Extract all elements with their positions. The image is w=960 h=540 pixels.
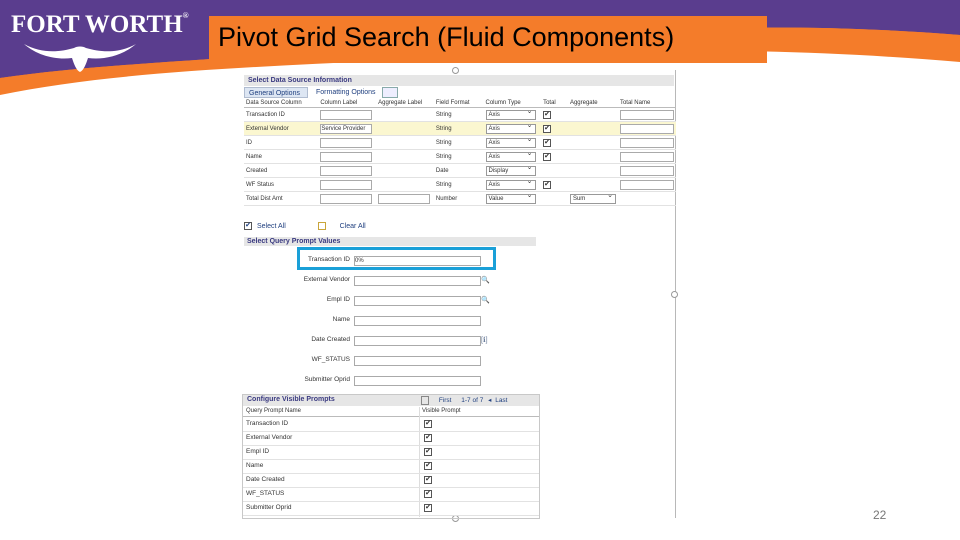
total-name-cell bbox=[618, 192, 676, 206]
column-type-cell bbox=[484, 150, 542, 164]
cvp-first-link[interactable]: First bbox=[438, 397, 452, 405]
total-cell bbox=[541, 150, 568, 164]
cvp-title: Configure Visible Prompts bbox=[247, 396, 335, 403]
total-cell bbox=[541, 108, 568, 122]
visible-prompt-checkbox[interactable]: ✔ bbox=[425, 448, 431, 455]
col-aggregate-label: Aggregate Label bbox=[376, 99, 434, 108]
table-row bbox=[244, 178, 676, 192]
visible-prompt-checkbox[interactable]: ✔ bbox=[425, 490, 431, 497]
table-row bbox=[243, 417, 539, 432]
column-type-select[interactable]: Axis ⌄ bbox=[486, 124, 536, 134]
total-name-cell bbox=[618, 164, 676, 178]
visible-prompt-checkbox[interactable]: ✔ bbox=[425, 462, 431, 469]
col-data-source: Data Source Column bbox=[244, 99, 318, 108]
tab-general-options[interactable]: General Options bbox=[244, 87, 308, 98]
prompt-input[interactable] bbox=[354, 336, 481, 346]
col-column-type: Column Type bbox=[484, 99, 542, 108]
column-label-cell bbox=[318, 108, 376, 122]
table-row bbox=[243, 487, 539, 502]
total-name-cell bbox=[618, 108, 676, 122]
prompt-label: Submitter Oprid bbox=[304, 376, 350, 383]
data-source-header: Select Data Source Information bbox=[244, 75, 674, 86]
prompt-input[interactable] bbox=[354, 276, 481, 286]
visible-prompt-checkbox[interactable]: ✔ bbox=[425, 434, 431, 441]
prompt-input[interactable]: 0% bbox=[354, 256, 481, 266]
table-row bbox=[243, 445, 539, 460]
aggregate-label-cell bbox=[376, 164, 434, 178]
prompt-row bbox=[240, 316, 540, 328]
data-source-table bbox=[244, 99, 676, 206]
total-cell bbox=[541, 136, 568, 150]
prompt-name: External Vendor bbox=[246, 434, 293, 441]
total-name-input[interactable] bbox=[620, 166, 674, 176]
data-source-column: Name bbox=[244, 150, 318, 164]
total-name-input[interactable] bbox=[620, 138, 674, 148]
column-type-cell bbox=[484, 192, 542, 206]
column-label-input[interactable] bbox=[320, 110, 372, 120]
data-source-column: Transaction ID bbox=[244, 108, 318, 122]
select-clear-row bbox=[244, 222, 366, 230]
prompt-input[interactable] bbox=[354, 376, 481, 386]
visible-prompt-checkbox[interactable]: ✔ bbox=[425, 476, 431, 483]
column-label-cell bbox=[318, 122, 376, 136]
prompt-name: WF_STATUS bbox=[246, 490, 285, 497]
cvp-nav bbox=[421, 396, 508, 405]
field-format-cell: String bbox=[434, 108, 484, 122]
visible-prompt-checkbox[interactable]: ✔ bbox=[425, 504, 431, 511]
total-name-input[interactable] bbox=[620, 110, 674, 120]
cvp-columns bbox=[243, 407, 539, 417]
total-cell bbox=[541, 178, 568, 192]
cvp-next-icon[interactable]: ◂ bbox=[488, 397, 492, 405]
aggregate-cell bbox=[568, 150, 618, 164]
logo-text: FORT WORTH bbox=[11, 11, 183, 38]
total-name-cell bbox=[618, 178, 676, 192]
resize-handle-top[interactable] bbox=[452, 67, 459, 74]
prompt-name: Date Created bbox=[246, 476, 285, 483]
aggregate-cell bbox=[568, 122, 618, 136]
total-checkbox[interactable]: ✔ bbox=[544, 124, 551, 132]
aggregate-label-cell bbox=[376, 122, 434, 136]
total-checkbox[interactable]: ✔ bbox=[544, 110, 551, 118]
column-label-input[interactable] bbox=[320, 166, 372, 176]
prompt-label: Date Created bbox=[311, 336, 350, 343]
data-source-column: External Vendor bbox=[244, 122, 318, 136]
prompt-name: Submitter Oprid bbox=[246, 504, 292, 511]
column-type-cell bbox=[484, 122, 542, 136]
table-row bbox=[243, 459, 539, 474]
total-cell bbox=[541, 192, 568, 206]
cvp-last-link[interactable]: Last bbox=[495, 397, 508, 405]
field-format-cell: Number bbox=[434, 192, 484, 206]
column-type-select[interactable]: Axis ⌄ bbox=[486, 180, 536, 190]
table-row bbox=[244, 122, 676, 136]
column-type-cell bbox=[484, 136, 542, 150]
prompt-label: Empl ID bbox=[326, 296, 350, 303]
total-name-cell bbox=[618, 136, 676, 150]
total-name-input[interactable] bbox=[620, 180, 674, 190]
aggregate-label-cell bbox=[376, 108, 434, 122]
prompt-input[interactable] bbox=[354, 296, 481, 306]
aggregate-label-input[interactable] bbox=[378, 194, 430, 204]
data-source-column: ID bbox=[244, 136, 318, 150]
resize-handle[interactable] bbox=[671, 291, 678, 298]
column-label-input[interactable] bbox=[320, 152, 372, 162]
aggregate-label-cell bbox=[376, 192, 434, 206]
column-type-select[interactable]: Axis ⌄ bbox=[486, 138, 536, 148]
table-row bbox=[244, 150, 676, 164]
cvp-header bbox=[243, 395, 539, 406]
transaction-id-highlight bbox=[297, 247, 496, 270]
column-label-input[interactable] bbox=[320, 194, 372, 204]
pivot-grid-screenshot bbox=[240, 70, 676, 518]
field-format-cell: String bbox=[434, 122, 484, 136]
total-name-input[interactable] bbox=[620, 124, 674, 134]
column-label-input[interactable] bbox=[320, 180, 372, 190]
column-label-cell bbox=[318, 164, 376, 178]
aggregate-cell bbox=[568, 136, 618, 150]
table-row bbox=[243, 473, 539, 488]
field-format-cell: String bbox=[434, 178, 484, 192]
column-type-select[interactable]: Axis ⌄ bbox=[486, 152, 536, 162]
prompt-row bbox=[240, 296, 540, 308]
prompt-name: Empl ID bbox=[246, 448, 270, 455]
column-label-cell bbox=[318, 178, 376, 192]
prompt-name: Transaction ID bbox=[246, 420, 289, 427]
column-type-cell bbox=[484, 164, 542, 178]
fort-worth-logo bbox=[11, 11, 189, 39]
query-prompt-header: Select Query Prompt Values bbox=[244, 237, 536, 246]
prompt-label: External Vendor bbox=[303, 276, 350, 283]
cvp-range: 1-7 of 7 bbox=[461, 397, 484, 405]
lookup-icon[interactable]: 🔍 bbox=[481, 277, 490, 284]
column-label-input[interactable] bbox=[320, 138, 372, 148]
aggregate-select[interactable]: Sum ⌄ bbox=[570, 194, 616, 204]
longhorn-icon bbox=[22, 38, 138, 74]
total-name-input[interactable] bbox=[620, 152, 674, 162]
table-row bbox=[243, 431, 539, 446]
aggregate-cell bbox=[568, 192, 618, 206]
prompt-label: Transaction ID bbox=[307, 256, 350, 263]
aggregate-label-cell bbox=[376, 150, 434, 164]
data-source-column: Created bbox=[244, 164, 318, 178]
col-column-label: Column Label bbox=[318, 99, 376, 108]
col-total-name: Total Name bbox=[618, 99, 676, 108]
select-all-checkbox[interactable]: ✔ bbox=[245, 222, 251, 229]
logo-mark: ® bbox=[182, 11, 189, 20]
prompt-input[interactable] bbox=[354, 316, 481, 326]
field-format-cell: String bbox=[434, 136, 484, 150]
prompt-label: WF_STATUS bbox=[311, 356, 350, 363]
prompt-input[interactable] bbox=[354, 356, 481, 366]
table-row bbox=[244, 136, 676, 150]
prompt-row bbox=[240, 276, 540, 288]
field-format-cell: String bbox=[434, 150, 484, 164]
configure-visible-prompts bbox=[242, 394, 540, 519]
calendar-icon[interactable]: [ℹ] bbox=[481, 337, 488, 344]
grid-view-icon[interactable] bbox=[382, 87, 398, 98]
cvp-personalize-icon[interactable] bbox=[421, 396, 429, 405]
aggregate-label-cell bbox=[376, 178, 434, 192]
field-format-cell: Date bbox=[434, 164, 484, 178]
aggregate-cell bbox=[568, 108, 618, 122]
data-source-column: Total Dist Amt bbox=[244, 192, 318, 206]
column-label-cell bbox=[318, 136, 376, 150]
page-number: 22 bbox=[873, 508, 887, 522]
total-name-cell bbox=[618, 150, 676, 164]
aggregate-cell bbox=[568, 178, 618, 192]
total-cell bbox=[541, 122, 568, 136]
table-row bbox=[244, 192, 676, 206]
column-label-cell bbox=[318, 192, 376, 206]
column-type-select[interactable]: Axis ⌄ bbox=[486, 110, 536, 120]
table-row bbox=[244, 108, 676, 122]
cvp-col-visible: Visible Prompt bbox=[422, 408, 461, 414]
visible-prompt-checkbox[interactable]: ✔ bbox=[425, 420, 431, 427]
column-type-select[interactable]: Display ⌄ bbox=[486, 166, 536, 176]
col-aggregate: Aggregate bbox=[568, 99, 618, 108]
data-source-column: WF Status bbox=[244, 178, 318, 192]
column-type-select[interactable]: Value ⌄ bbox=[486, 194, 536, 204]
aggregate-label-cell bbox=[376, 136, 434, 150]
total-name-cell bbox=[618, 122, 676, 136]
select-all-link[interactable]: Select All bbox=[256, 222, 286, 230]
column-label-input[interactable]: Service Provider bbox=[320, 124, 372, 134]
column-label-cell bbox=[318, 150, 376, 164]
cvp-col-prompt-name: Query Prompt Name bbox=[246, 408, 302, 414]
table-row bbox=[244, 164, 676, 178]
total-checkbox[interactable]: ✔ bbox=[544, 138, 551, 146]
total-checkbox[interactable]: ✔ bbox=[544, 180, 551, 188]
prompt-label: Name bbox=[332, 316, 350, 323]
total-cell bbox=[541, 164, 568, 178]
col-field-format: Field Format bbox=[434, 99, 484, 108]
table-row bbox=[243, 501, 539, 516]
tab-formatting-options[interactable]: Formatting Options bbox=[316, 89, 376, 96]
clear-all-link[interactable]: Clear All bbox=[339, 222, 366, 230]
aggregate-cell bbox=[568, 164, 618, 178]
column-type-cell bbox=[484, 178, 542, 192]
prompt-name: Name bbox=[246, 462, 264, 469]
clear-all-checkbox[interactable] bbox=[318, 222, 326, 230]
col-total: Total bbox=[541, 99, 568, 108]
lookup-icon[interactable]: 🔍 bbox=[481, 297, 490, 304]
prompt-row bbox=[240, 376, 540, 388]
prompt-row bbox=[240, 336, 540, 348]
prompt-row bbox=[240, 356, 540, 368]
page-title: Pivot Grid Search (Fluid Components) bbox=[218, 22, 675, 52]
column-type-cell bbox=[484, 108, 542, 122]
total-checkbox[interactable]: ✔ bbox=[544, 152, 551, 160]
